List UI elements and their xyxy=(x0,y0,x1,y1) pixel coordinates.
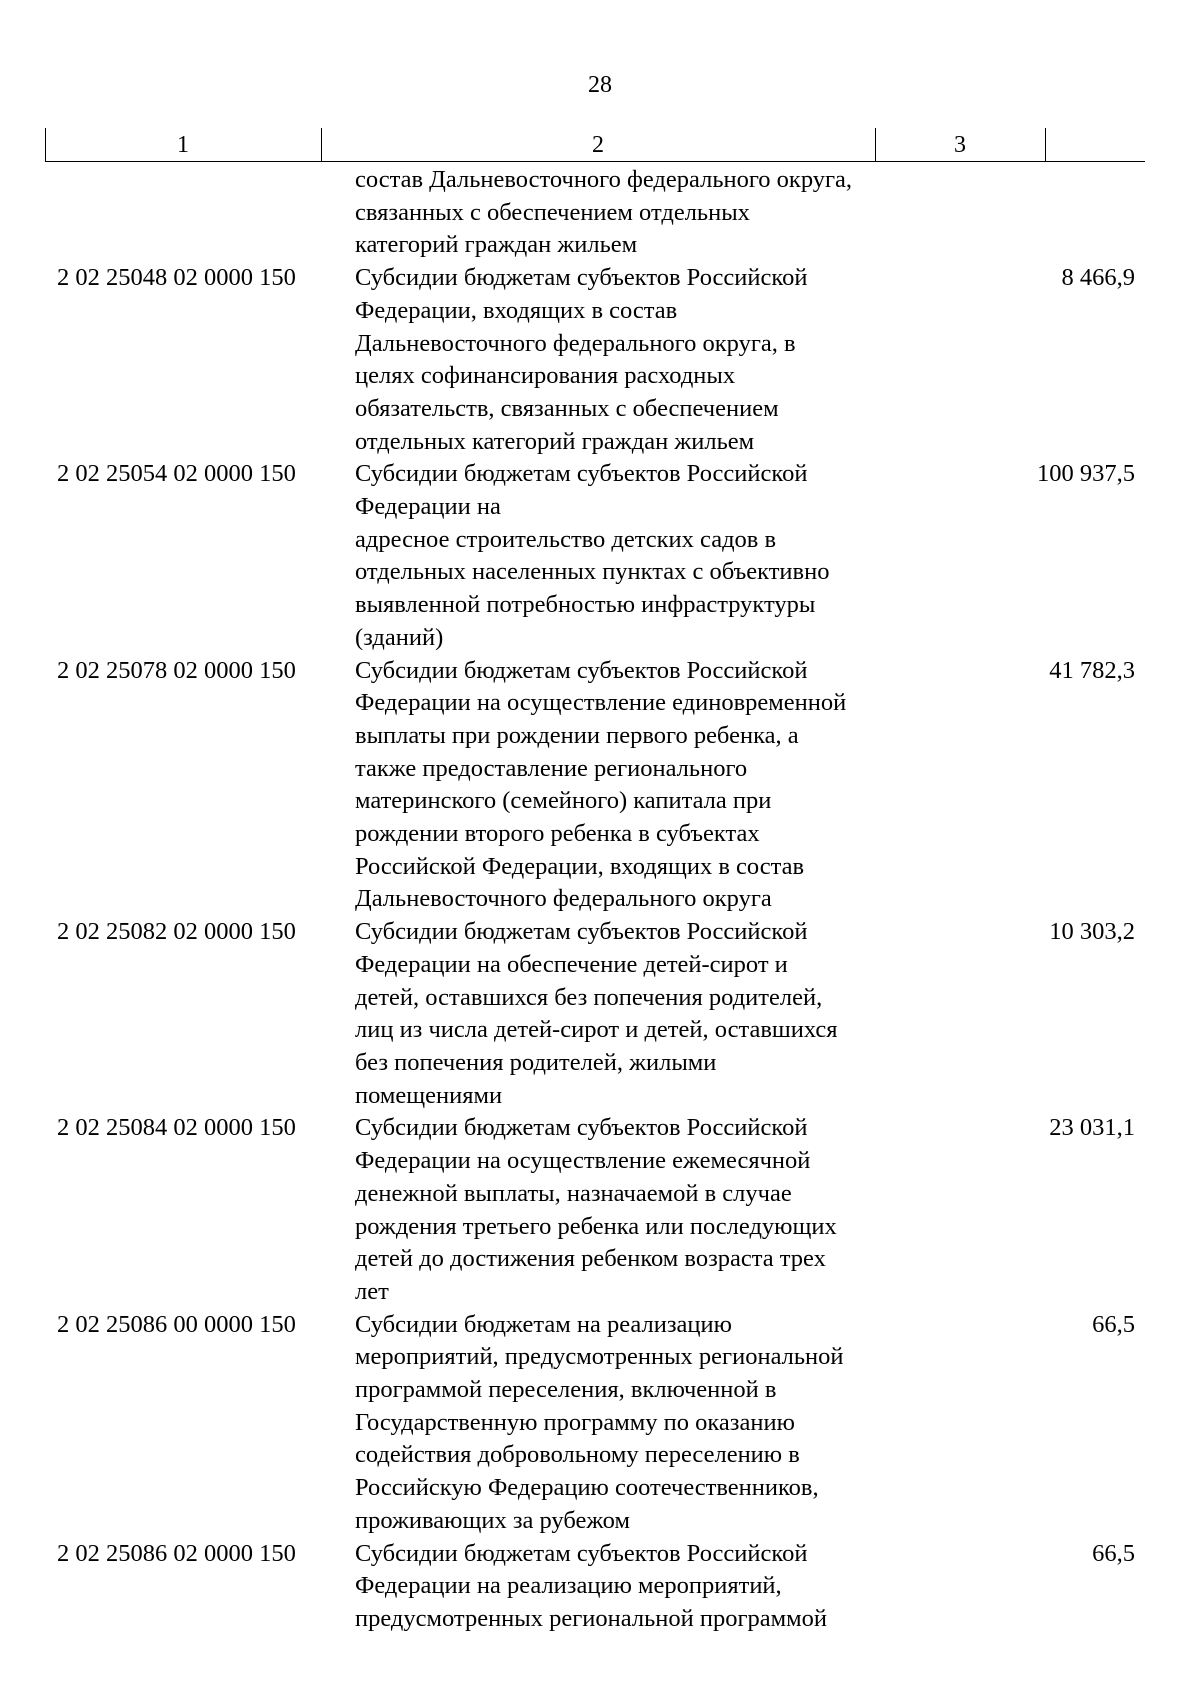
table-row xyxy=(45,1538,1145,1636)
description-line: состав Дальневосточного федерального округа, xyxy=(355,166,853,193)
description-line: Российскую Федерацию соотечественников, xyxy=(355,1474,819,1502)
row-amount xyxy=(945,164,1135,262)
header-col-sum: 3 xyxy=(954,132,966,158)
description-line: проживающих за рубежом xyxy=(355,1506,630,1534)
table-row xyxy=(45,262,1145,458)
row-amount: 66,5 xyxy=(1092,1310,1135,1338)
description-line: детей до достижения ребенком возраста трех xyxy=(355,1245,826,1273)
description-line: помещениями xyxy=(355,1081,503,1109)
header-col-name: 2 xyxy=(592,132,604,158)
description-line: рождении второго ребенка в субъектах xyxy=(355,820,760,848)
description-line: Субсидии бюджетам субъектов Российской xyxy=(355,460,808,488)
row-code: 2 02 25048 02 0000 150 xyxy=(57,264,296,292)
description-line: адресное строительство детских садов в xyxy=(355,525,777,553)
table-row xyxy=(45,916,1145,1112)
description-line: Субсидии бюджетам субъектов Российской xyxy=(355,656,808,684)
row-amount: 8 466,9 xyxy=(1061,264,1135,292)
row-amount: 10 303,2 xyxy=(1049,918,1135,946)
column-divider xyxy=(1045,128,1046,161)
page-number: 28 xyxy=(588,72,612,98)
row-amount: 41 782,3 xyxy=(1049,656,1135,684)
row-code: 2 02 25084 02 0000 150 xyxy=(57,1114,296,1142)
description-line: (зданий) xyxy=(355,623,444,651)
description-line: детей, оставшихся без попечения родителей, xyxy=(355,983,823,1011)
description-line: Федерации, входящих в состав xyxy=(355,296,678,324)
description-line: Субсидии бюджетам субъектов Российской xyxy=(355,1114,808,1142)
description-line: целях софинансирования расходных xyxy=(355,362,736,390)
row-description xyxy=(355,458,945,654)
row-description xyxy=(355,1309,945,1538)
description-line: Федерации на осуществление ежемесячной xyxy=(355,1147,811,1175)
description-line: обязательств, связанных с обеспечением xyxy=(355,394,779,422)
description-line: Дальневосточного федерального округа xyxy=(355,885,772,913)
row-amount: 23 031,1 xyxy=(1049,1114,1135,1142)
description-line: также предоставление регионального xyxy=(355,754,748,782)
row-description xyxy=(355,1112,945,1308)
description-line: лиц из числа детей-сирот и детей, оставшихся xyxy=(355,1016,838,1044)
row-amount: 100 937,5 xyxy=(1037,460,1135,488)
row-code: 2 02 25086 02 0000 150 xyxy=(57,1539,296,1567)
description-line: отдельных категорий граждан жильем xyxy=(355,427,755,455)
description-line: Федерации на обеспечение детей-сирот и xyxy=(355,950,788,978)
row-code: 2 02 25086 00 0000 150 xyxy=(57,1310,296,1338)
table-header-row xyxy=(45,128,1145,162)
row-code: 2 02 25082 02 0000 150 xyxy=(57,918,296,946)
table-row xyxy=(45,655,1145,917)
description-line: предусмотренных региональной программой xyxy=(355,1604,828,1632)
description-line: рождения третьего ребенка или последующих xyxy=(355,1212,837,1240)
description-line: выплаты при рождении первого ребенка, а xyxy=(355,721,799,749)
table-row xyxy=(45,1112,1145,1308)
row-description xyxy=(355,262,945,458)
row-code: 2 02 25078 02 0000 150 xyxy=(57,656,296,684)
description-line: лет xyxy=(355,1277,389,1305)
description-line: категорий граждан жильем xyxy=(355,231,638,259)
description-line: мероприятий, предусмотренных региональной xyxy=(355,1343,844,1371)
row-amount: 66,5 xyxy=(1092,1539,1135,1567)
row-description xyxy=(355,916,945,1112)
description-line: Субсидии бюджетам субъектов Российской xyxy=(355,918,808,946)
description-line: содействия добровольному переселению в xyxy=(355,1441,800,1469)
description-line: Субсидии бюджетам субъектов Российской xyxy=(355,264,808,292)
description-line: связанных с обеспечением отдельных xyxy=(355,198,750,226)
description-line: Федерации на осуществление единовременной xyxy=(355,689,847,717)
description-line: без попечения родителей, жилыми xyxy=(355,1048,717,1076)
row-description xyxy=(355,655,945,917)
description-line: Федерации на реализацию мероприятий, xyxy=(355,1572,782,1600)
row-description xyxy=(355,164,945,262)
description-line: материнского (семейного) капитала при xyxy=(355,787,772,815)
table-row xyxy=(45,1309,1145,1538)
description-line: Субсидии бюджетам на реализацию xyxy=(355,1310,732,1338)
description-line: Российской Федерации, входящих в состав xyxy=(355,852,805,880)
description-line: Субсидии бюджетам субъектов Российской xyxy=(355,1539,808,1567)
description-line: Федерации на xyxy=(355,493,501,521)
budget-table xyxy=(45,128,1145,1632)
header-col-code: 1 xyxy=(177,132,189,158)
description-line: программой переселения, включенной в xyxy=(355,1376,777,1404)
table-body xyxy=(45,164,1145,1636)
description-line: отдельных населенных пунктах с объективно xyxy=(355,558,830,586)
description-line: Государственную программу по оказанию xyxy=(355,1408,795,1436)
row-code: 2 02 25054 02 0000 150 xyxy=(57,460,296,488)
table-row xyxy=(45,164,1145,262)
description-line: выявленной потребностью инфраструктуры xyxy=(355,591,816,619)
description-line: Дальневосточного федерального округа, в xyxy=(355,329,796,357)
description-line: денежной выплаты, назначаемой в случае xyxy=(355,1179,792,1207)
table-row xyxy=(45,458,1145,654)
row-description xyxy=(355,1538,945,1636)
row-code xyxy=(45,164,355,262)
